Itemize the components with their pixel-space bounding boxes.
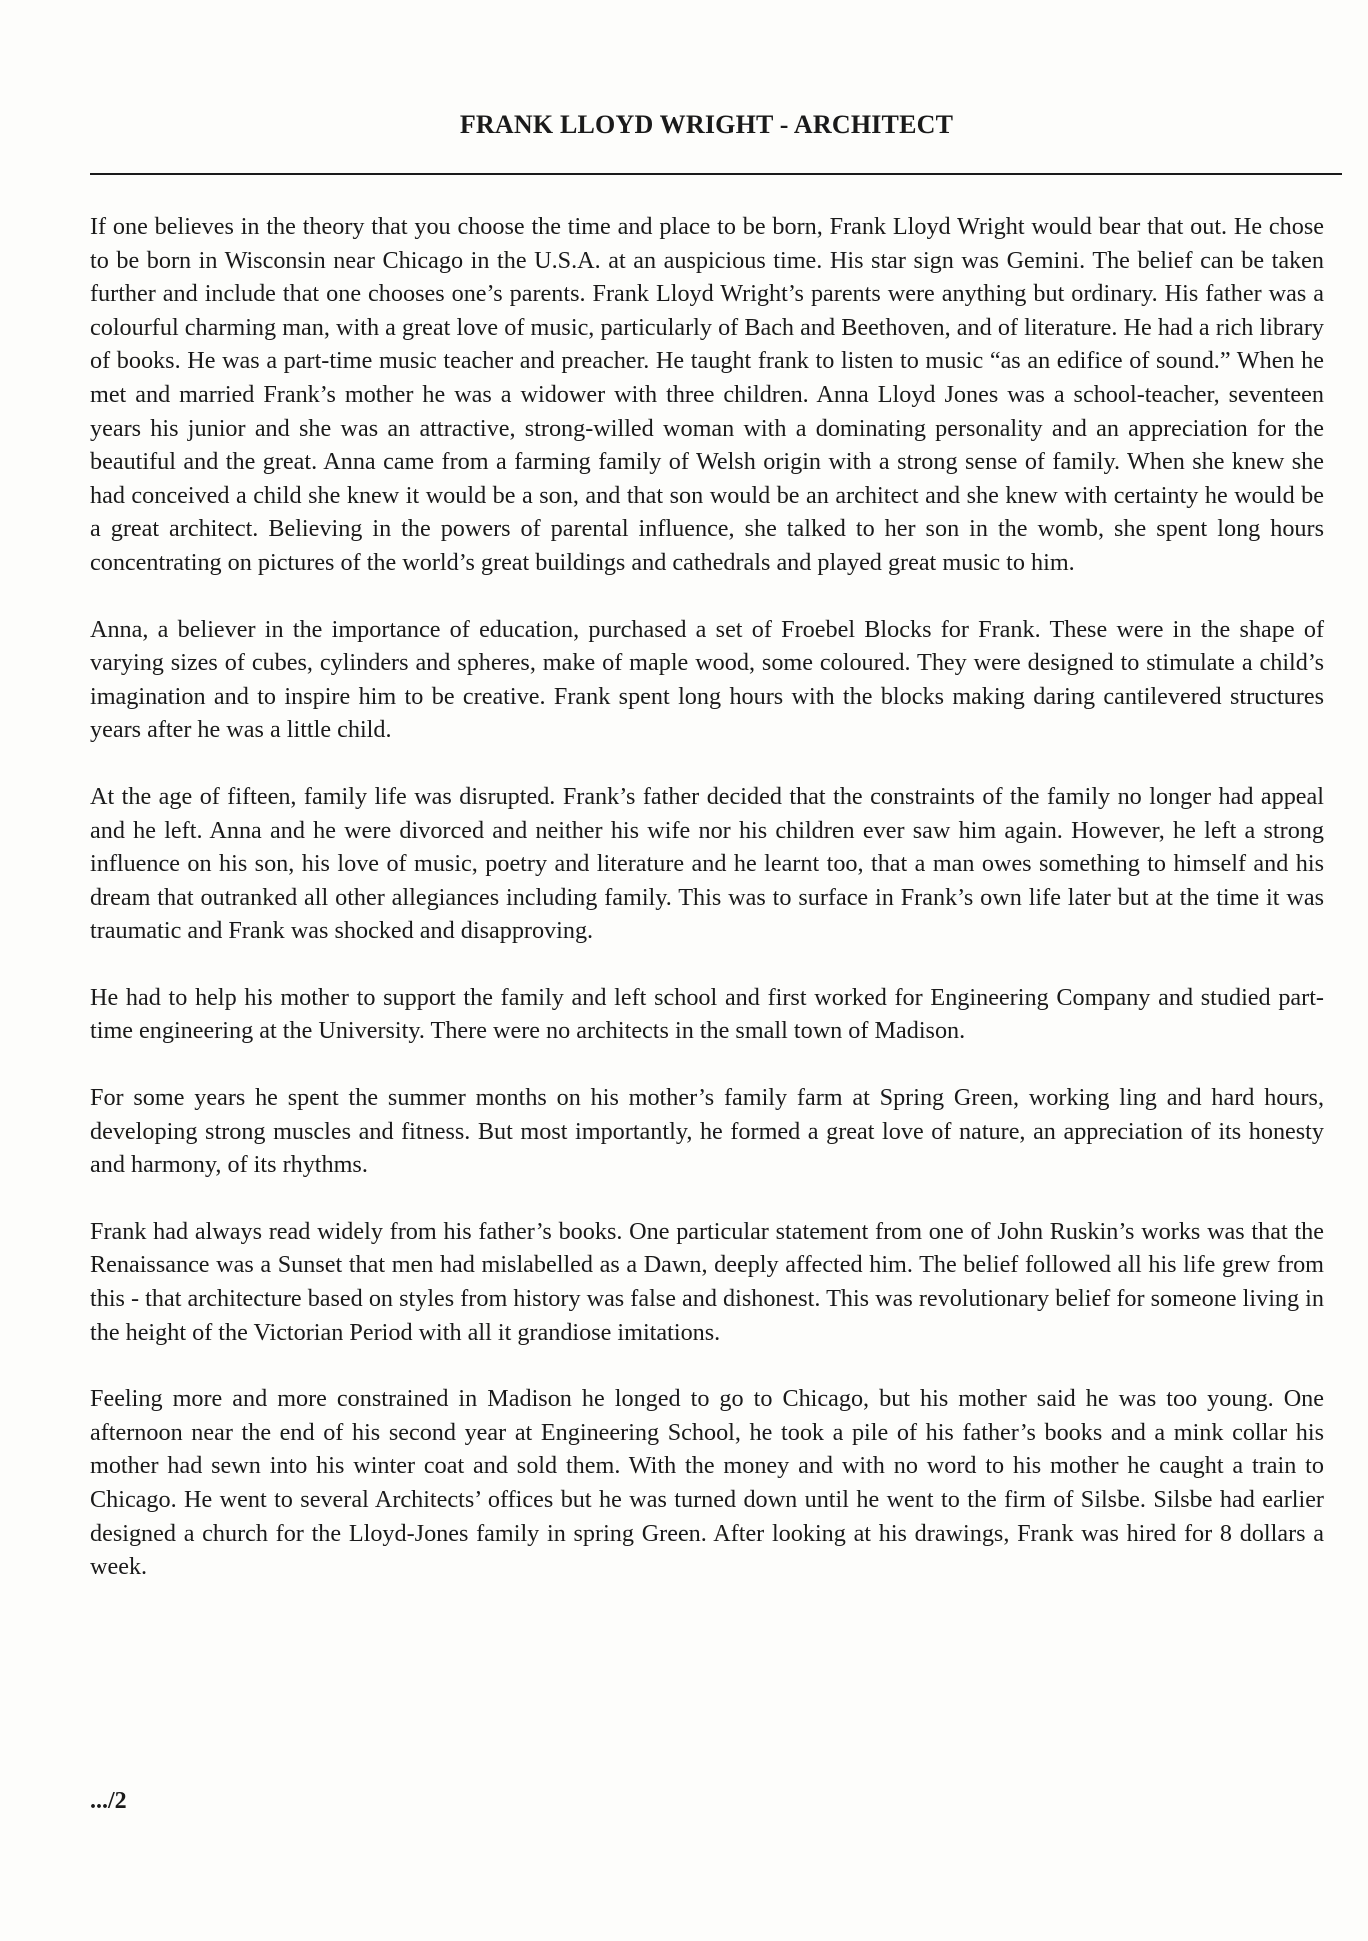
paragraph-4: He had to help his mother to support the family and left school and first worked for Engineering Company and studied part-time engineering at the University. There were no architects in the small town of Madison. (90, 983, 1324, 1045)
document-body (90, 210, 1324, 1617)
paragraph-1: If one believes in the theory that you choose the time and place to be born, Frank Lloyd Wright would bear that out. He chose to be born in Wisconsin near Chicago in the U.S.A. at an auspicious time. His star sign was Gemini. The belief can be taken further and include that one chooses one’s parents. Frank Lloyd Wright’s parents were anything but ordinary. His father was a colourful charming man, with a great love of music, particularly of Bach and Beethoven, and of literature. He had a rich library of books. He was a part-time music teacher and preacher. He taught frank to listen to music “as an edifice of sound.” When he met and married Frank’s mother he was a widower with three children. Anna Lloyd Jones was a school-teacher, seventeen years his junior and she was an attractive, strong-willed woman with a dominating personality and an appreciation for the beautiful and the great. Anna came from a farming family of Welsh origin with a strong sense of family. When she knew she had conceived a child she knew it would be a son, and that son would be an architect and she knew with certainty he would be a great architect. Believing in the powers of parental influence, she talked to her son in the womb, she spent long hours concentrating on pictures of the world’s great buildings and cathedrals and played great music to him. (90, 213, 1324, 576)
page-continuation: .../2 (90, 1788, 127, 1814)
paragraph-2: Anna, a believer in the importance of education, purchased a set of Froebel Blocks for Frank. These were in the shape of varying sizes of cubes, cylinders and spheres, make of maple wood, some coloured. They were designed to stimulate a child’s imagination and to inspire him to be creative. Frank spent long hours with the blocks making daring cantilevered structures years after he was a little child. (90, 615, 1324, 744)
title-rule (90, 173, 1342, 175)
document-title: FRANK LLOYD WRIGHT - ARCHITECT (459, 110, 954, 139)
paragraph-3: At the age of fifteen, family life was disrupted. Frank’s father decided that the constraints of the family no longer had appeal and he left. Anna and he were divorced and neither his wife nor his children ever saw him again. However, he left a strong influence on his son, his love of music, poetry and literature and he learnt too, that a man owes something to himself and his dream that outranked all other allegiances including family. This was to surface in Frank’s own life later but at the time it was traumatic and Frank was shocked and disapproving. (90, 782, 1324, 945)
paragraph-5: For some years he spent the summer months on his mother’s family farm at Spring Green, working ling and hard hours, developing strong muscles and fitness. But most importantly, he formed a great love of nature, an appreciation of its honesty and harmony, of its rhythms. (90, 1084, 1324, 1179)
paragraph-6: Frank had always read widely from his father’s books. One particular statement from one of John Ruskin’s works was that the Renaissance was a Sunset that men had mislabelled as a Dawn, deeply affected him. The belief followed all his life grew from this - that architecture based on styles from history was false and dishonest. This was revolutionary belief for someone living in the height of the Victorian Period with all it grandiose imitations. (90, 1217, 1324, 1346)
paragraph-7: Feeling more and more constrained in Madison he longed to go to Chicago, but his mother said he was too young. One afternoon near the end of his second year at Engineering School, he took a pile of his father’s books and a mink collar his mother had sewn into his winter coat and sold them. With the money and with no word to his mother he caught a train to Chicago. He went to several Architects’ offices but he was turned down until he went to the firm of Silsbe. Silsbe had earlier designed a church for the Lloyd-Jones family in spring Green. After looking at his drawings, Frank was hired for 8 dollars a week. (90, 1385, 1324, 1581)
